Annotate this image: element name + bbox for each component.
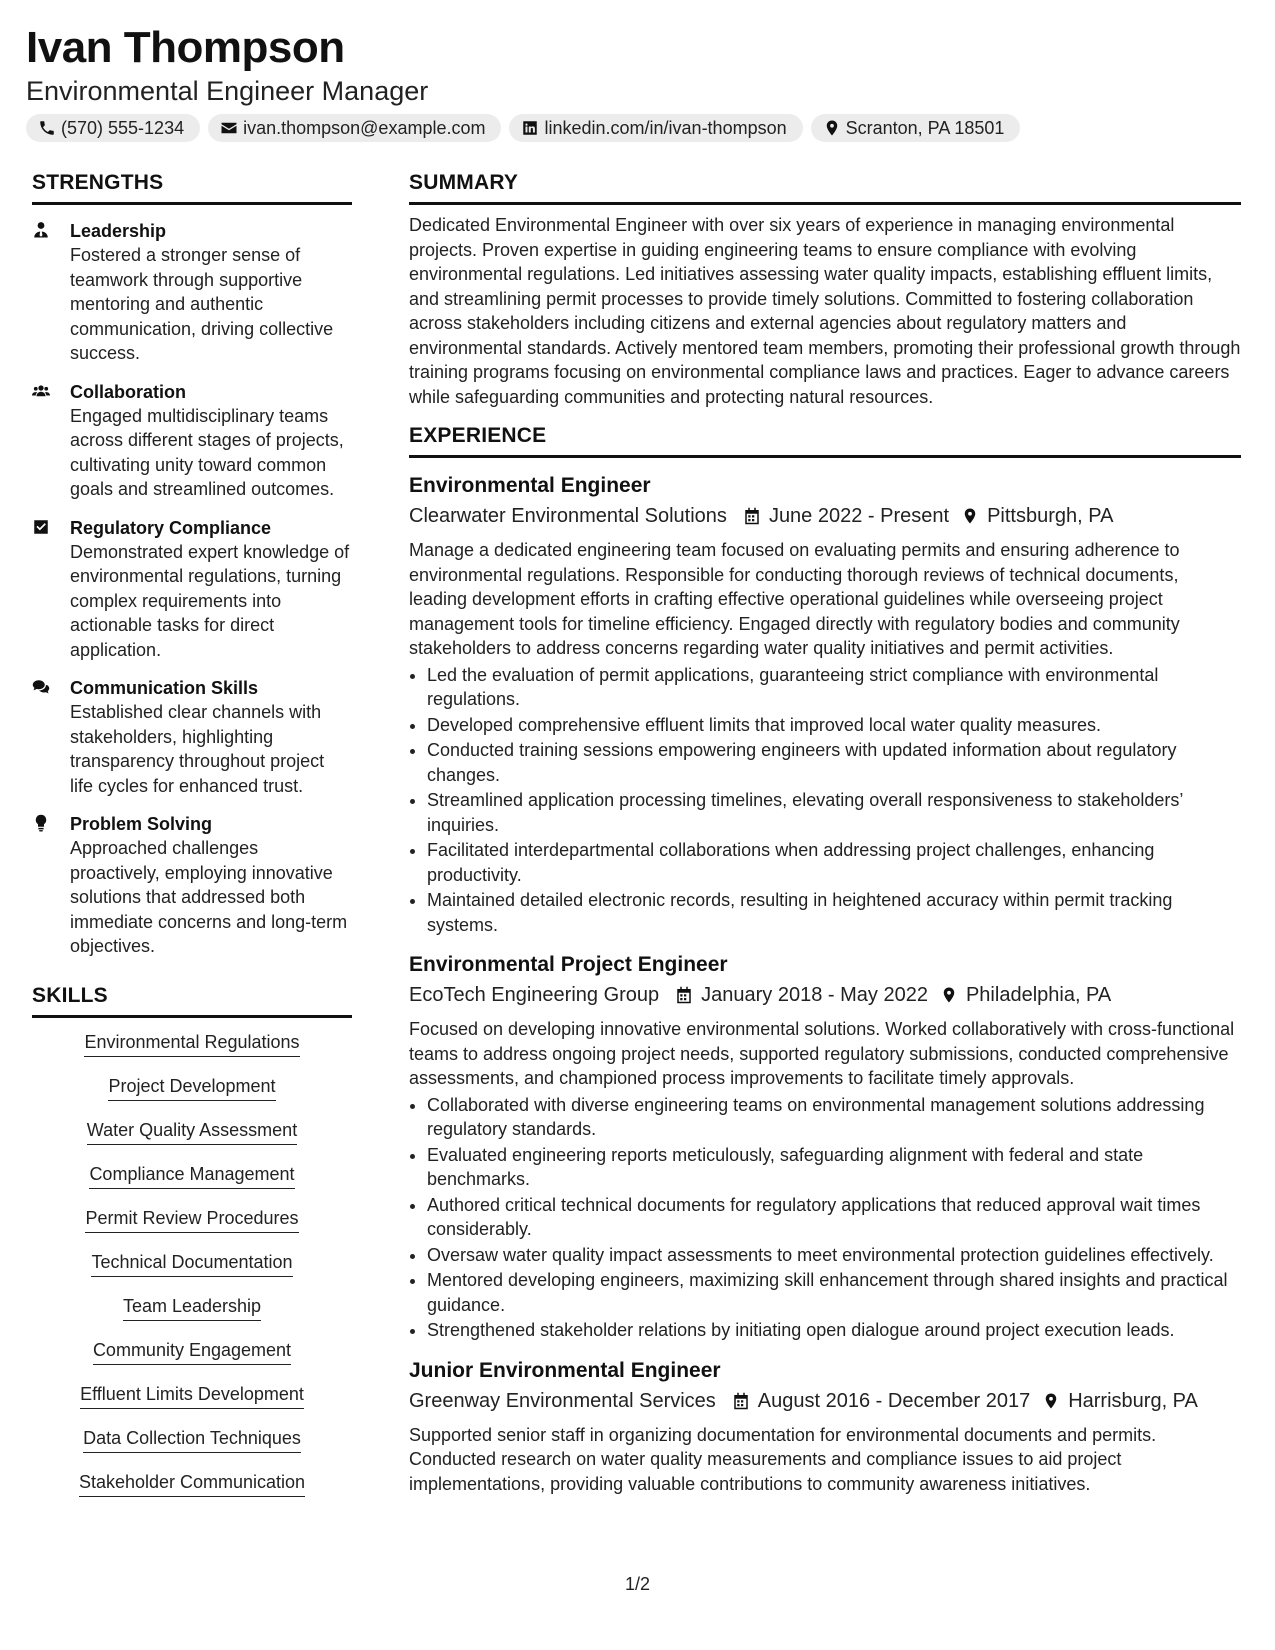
strength-title: Collaboration — [70, 381, 186, 402]
job-dates: January 2018 - May 2022 — [701, 984, 928, 1006]
strength-item — [32, 219, 352, 366]
contact-phone-text: (570) 555-1234 — [61, 117, 185, 138]
job-bullet: • Developed comprehensive effluent limits that improved local water quality measures. — [427, 713, 1241, 738]
job-location: Harrisburg, PA — [1068, 1389, 1198, 1412]
calendar-icon — [743, 507, 761, 525]
job-title: Junior Environmental Engineer — [409, 1358, 721, 1382]
contact-bar — [26, 114, 1020, 142]
job-dates: June 2022 - Present — [768, 505, 950, 527]
job-bullet: • Led the evaluation of permit applications, guaranteeing strict compliance with environmental regulations. — [427, 663, 1241, 712]
skill-tag: Technical Documentation — [91, 1250, 292, 1277]
comments-icon — [32, 678, 50, 696]
envelope-icon — [220, 119, 238, 137]
phone-icon — [38, 119, 56, 137]
job-company: EcoTech Engineering Group — [409, 984, 660, 1006]
contact-linkedin[interactable] — [509, 114, 802, 142]
contact-email[interactable] — [208, 114, 501, 142]
job-bullet: • Evaluated engineering reports meticulously, safeguarding alignment with federal and state benchmarks. — [427, 1143, 1241, 1192]
strength-text: Engaged multidisciplinary teams across different stages of projects, cultivating unity toward common goals and streamlined outcomes. — [70, 405, 344, 499]
skill-tag: Project Development — [108, 1074, 275, 1101]
strength-item — [32, 380, 352, 502]
job-bullet: • Streamlined application processing timelines, elevating overall responsiveness to stakeholders’ inquiries. — [427, 788, 1241, 837]
job-bullet: • Authored critical technical documents for regulatory applications that reduced approval wait times considerably. — [427, 1193, 1241, 1242]
contact-phone[interactable] — [26, 114, 200, 142]
strengths-heading: STRENGTHS — [32, 170, 352, 205]
job-entry — [409, 1357, 1241, 1497]
summary-section — [409, 170, 1241, 409]
job-entry — [409, 951, 1241, 1343]
strength-text: Fostered a stronger sense of teamwork through supportive mentoring and authentic communication, driving collective success. — [70, 245, 334, 363]
candidate-name: Ivan Thompson — [26, 23, 345, 72]
strength-item — [32, 516, 352, 663]
job-title: Environmental Project Engineer — [409, 953, 728, 976]
job-bullet: • Conducted training sessions empowering engineers with updated information about regulatory changes. — [427, 738, 1241, 787]
job-company: Clearwater Environmental Solutions — [409, 505, 727, 527]
skill-tag: Team Leadership — [123, 1294, 261, 1321]
job-bullet: • Oversaw water quality impact assessments to meet environmental protection guidelines effectively. — [427, 1243, 1241, 1268]
linkedin-icon — [521, 119, 539, 137]
calendar-icon — [675, 986, 693, 1004]
strength-title: Regulatory Compliance — [70, 517, 272, 538]
skills-section — [32, 983, 352, 1514]
job-title: Environmental Engineer — [409, 474, 651, 497]
job-description: Supported senior staff in organizing documentation for environmental documents and permits. Conducted research on water quality measurements and compliance issues to aid project implementations, providing valuable contributions to community awareness initiatives. — [409, 1424, 1157, 1494]
strength-text: Approached challenges proactively, employing innovative solutions that addressed both immediate concerns and long-term objectives. — [70, 838, 348, 956]
location-pin-icon — [1042, 1392, 1060, 1410]
skill-tag: Data Collection Techniques — [83, 1426, 301, 1453]
job-company: Greenway Environmental Services — [409, 1389, 716, 1412]
job-dates: August 2016 - December 2017 — [757, 1389, 1031, 1412]
skill-tag: Compliance Management — [89, 1162, 294, 1189]
job-bullet: • Mentored developing engineers, maximizing skill enhancement through shared insights and practical guidance. — [427, 1268, 1241, 1317]
lightbulb-icon — [32, 814, 50, 832]
users-icon — [32, 382, 50, 400]
strengths-section — [32, 170, 352, 959]
check-square-icon — [32, 518, 50, 536]
candidate-title: Environmental Engineer Manager — [26, 76, 429, 106]
contact-linkedin-text: linkedin.com/in/ivan-thompson — [544, 117, 787, 138]
strength-text: Established clear channels with stakeholders, highlighting transparency throughout project life cycles for enhanced trust. — [70, 702, 325, 796]
location-pin-icon — [961, 507, 979, 525]
strength-item — [32, 676, 352, 798]
page-number: 1/2 — [624, 1574, 651, 1594]
experience-section — [409, 423, 1241, 1496]
job-description: Manage a dedicated engineering team focused on evaluating permits and ensuring adherence to environmental regulations. Responsible for conducting thorough reviews of technical documents, leading development efforts in crafting effective operational guidelines while overseeing project management tools for timeline efficiency. Engaged directly with regulatory bodies and community stakeholders to address concerns regarding water quality initiatives and permit activities. — [409, 540, 1180, 658]
calendar-icon — [732, 1392, 750, 1410]
user-tie-icon — [32, 221, 50, 239]
job-location: Pittsburgh, PA — [987, 505, 1114, 527]
location-pin-icon — [823, 119, 841, 137]
experience-heading: EXPERIENCE — [409, 423, 1241, 458]
job-description: Focused on developing innovative environmental solutions. Worked collaboratively with cross-functional teams to address ongoing project needs, supported regulatory submissions, conducted comprehensive assessments, and championed process improvements to facilitate timely approvals. — [409, 1019, 1235, 1088]
strength-title: Leadership — [70, 221, 167, 241]
strength-item — [32, 812, 352, 959]
summary-text: Dedicated Environmental Engineer with over six years of experience in managing environmental projects. Proven expertise in guiding engineering teams to ensure compliance with evolving environmental regulations. Led initiatives assessing water quality impacts, establishing effluent limits, and streamlining permit processes to provide timely solutions. Committed to fostering collaboration across stakeholders including citizens and external agencies about regulatory matters and environmental standards. Actively mentored team members, promoting their professional growth through training programs focusing on environmental compliance laws and practices. Eager to advance careers while safeguarding communities and protecting natural resources. — [409, 215, 1241, 407]
location-pin-icon — [940, 986, 958, 1004]
skill-tag: Effluent Limits Development — [80, 1382, 304, 1409]
left-column — [32, 170, 352, 1514]
job-entry — [409, 472, 1241, 937]
contact-location-text: Scranton, PA 18501 — [845, 117, 1005, 138]
skill-tag: Community Engagement — [93, 1338, 291, 1365]
skill-tag: Stakeholder Communication — [79, 1470, 305, 1497]
strength-text: Demonstrated expert knowledge of environmental regulations, turning complex requirements into actionable tasks for direct application. — [70, 541, 350, 660]
skill-tag: Environmental Regulations — [84, 1030, 299, 1057]
contact-email-text: ivan.thompson@example.com — [243, 117, 486, 138]
job-bullet: • Maintained detailed electronic records, resulting in heightened accuracy within permit tracking systems. — [427, 888, 1241, 937]
job-bullets — [409, 663, 1241, 938]
job-location: Philadelphia, PA — [965, 984, 1112, 1006]
skills-heading: SKILLS — [32, 983, 352, 1018]
contact-location — [811, 114, 1021, 142]
job-bullet: • Facilitated interdepartmental collaborations when addressing project challenges, enhancing productivity. — [427, 838, 1241, 887]
strength-title: Communication Skills — [70, 678, 259, 698]
skill-tag: Permit Review Procedures — [85, 1206, 298, 1233]
job-bullet: • Collaborated with diverse engineering teams on environmental management solutions addressing regulatory standards. — [427, 1093, 1241, 1142]
job-bullet: • Strengthened stakeholder relations by initiating open dialogue around project execution leads. — [427, 1318, 1241, 1343]
right-column — [409, 170, 1241, 1496]
strength-title: Problem Solving — [70, 814, 213, 834]
skill-tag: Water Quality Assessment — [87, 1118, 297, 1145]
summary-heading: SUMMARY — [409, 170, 1241, 205]
job-bullets — [409, 1093, 1241, 1343]
